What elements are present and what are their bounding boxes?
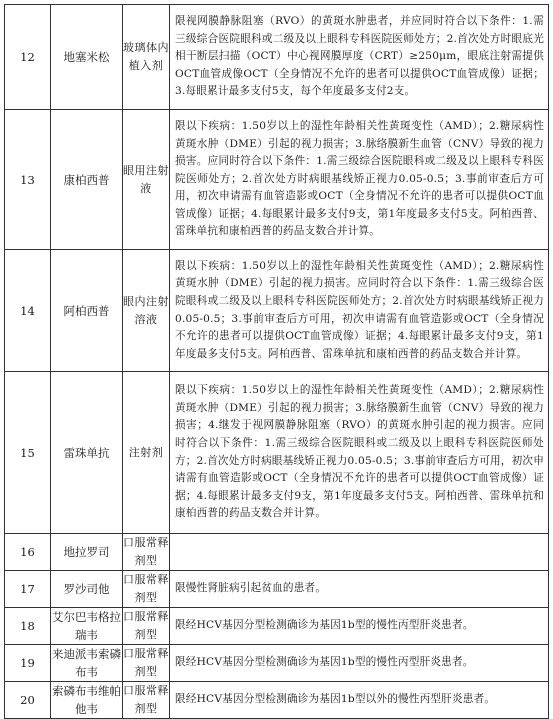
row-number: 18 [5,608,51,645]
restriction-text: 限以下疾病：1.50岁以上的湿性年龄相关性黄斑变性（AMD）；2.糖尿病性黄斑水肿（DME）引起的视力损害；3.脉络膜新生血管（CNV）导致的视力损害；4.继发于视网膜静脉阻塞（RVO）的黄斑水肿引起的视力损害。应同时符合以下条件：1.需三级综合医院眼科或二级及以上眼科专科医院医师处方；2.首次处方时病眼基线矫正视力0.05-0.5；3.事前审查后方可用，初次申请需有血管造影或OCT（全身情况不允许的患者可以提供OCT血管成像）证据；4.每眼累计最多支付9支，第1年度最多支付5支。阿柏西普、雷珠单抗和康柏西普的药品支数合并计算。 [170,372,549,534]
row-number: 13 [5,110,51,250]
row-number: 16 [5,534,51,571]
table-row [5,571,549,608]
dosage-form: 口服常释剂型 [123,682,170,719]
drug-name: 索磷布韦维帕他韦 [51,682,123,719]
drug-restriction-table [4,4,549,719]
dosage-form: 口服常释剂型 [123,534,170,571]
drug-name: 地塞米松 [51,5,123,110]
table-row [5,682,549,719]
dosage-form: 玻璃体内植入剂 [123,5,170,110]
restriction-text: 限以下疾病：1.50岁以上的湿性年龄相关性黄斑变性（AMD）；2.糖尿病性黄斑水肿（DME）引起的视力损害。应同时符合以下条件：1.需三级综合医院眼科或二级及以上眼科专科医院医师处方；2.首次处方时病眼基线矫正视力0.05-0.5；3.事前审查后方可用，初次申请需有血管造影或OCT（全身情况不允许的患者可以提供OCT血管成像）证据；4.每眼累计最多支付9支，第1年度最多支付5支。阿柏西普、雷珠单抗和康柏西普的药品支数合并计算。 [170,250,549,372]
dosage-form: 口服常释剂型 [123,571,170,608]
row-number: 20 [5,682,51,719]
row-number: 12 [5,5,51,110]
row-number: 15 [5,372,51,534]
restriction-text: 限视网膜静脉阻塞（RVO）的黄斑水肿患者，并应同时符合以下条件：1.需三级综合医院眼科或二级及以上眼科专科医院医师处方；2.首次处方时眼底光相干断层扫描（OCT）中心视网膜厚度（CRT）≥250μm，眼底注射需提供OCT血管成像OCT（全身情况不允许的患者可以提供OCT血管成像）证据；3.每眼累计最多支付5支，每个年度最多支付2支。 [170,5,549,110]
drug-name: 阿柏西普 [51,250,123,372]
row-number: 17 [5,571,51,608]
restriction-text: 限经HCV基因分型检测确诊为基因1b型的慢性丙型肝炎患者。 [170,608,549,645]
table-row [5,372,549,534]
table-row [5,534,549,571]
drug-name: 康柏西普 [51,110,123,250]
restriction-text: 限慢性肾脏病引起贫血的患者。 [170,571,549,608]
table-row [5,645,549,682]
restriction-text: 限经HCV基因分型检测确诊为基因1b型以外的慢性丙型肝炎患者。 [170,682,549,719]
drug-name: 罗沙司他 [51,571,123,608]
dosage-form: 眼用注射液 [123,110,170,250]
table-row [5,608,549,645]
restriction-text: 限经HCV基因分型检测确诊为基因1b型的慢性丙型肝炎患者。 [170,645,549,682]
table-row [5,250,549,372]
row-number: 14 [5,250,51,372]
restriction-text: 限以下疾病：1.50岁以上的湿性年龄相关性黄斑变性（AMD）；2.糖尿病性黄斑水肿（DME）引起的视力损害；3.脉络膜新生血管（CNV）导致的视力损害。应同时符合以下条件：1.需三级综合医院眼科或二级及以上眼科专科医院医师处方；2.首次处方时病眼基线矫正视力0.05-0.5；3.事前审查后方可用，初次申请需有血管造影或OCT（全身情况不允许的患者可以提供OCT血管成像）证据；4.每眼累计最多支付9支，第1年度最多支付5支。阿柏西普、雷珠单抗和康柏西普的药品支数合并计算。 [170,110,549,250]
dosage-form: 口服常释剂型 [123,645,170,682]
dosage-form: 眼内注射溶液 [123,250,170,372]
drug-name: 雷珠单抗 [51,372,123,534]
drug-name: 地拉罗司 [51,534,123,571]
dosage-form: 口服常释剂型 [123,608,170,645]
row-number: 19 [5,645,51,682]
dosage-form: 注射剂 [123,372,170,534]
table-row [5,110,549,250]
drug-name: 艾尔巴韦格拉瑞韦 [51,608,123,645]
drug-name: 来迪派韦索磷布韦 [51,645,123,682]
restriction-text [170,534,549,571]
table-row [5,5,549,110]
